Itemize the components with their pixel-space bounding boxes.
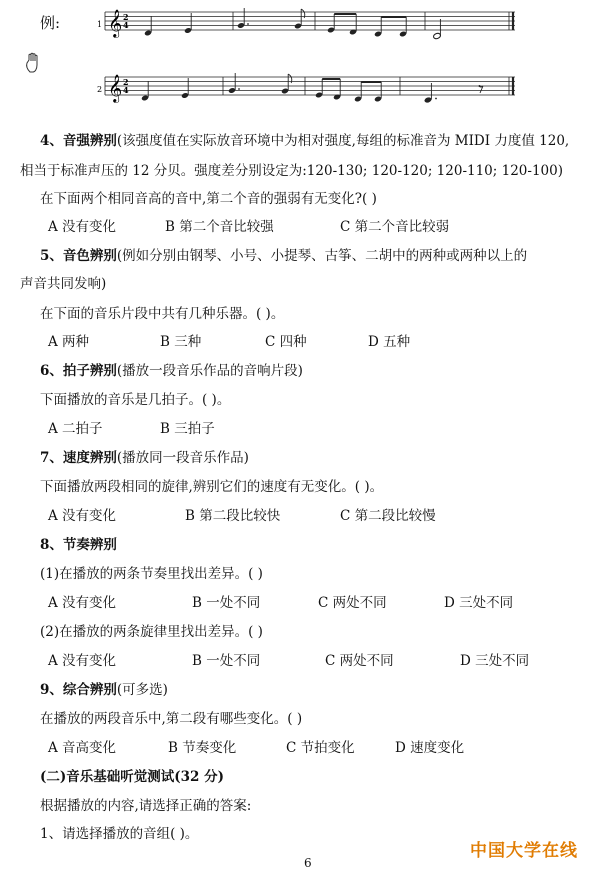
q8-sub2-option-b[interactable]: B 一处不同 — [192, 653, 261, 669]
svg-text:4: 4 — [123, 20, 129, 30]
q7-option-a[interactable]: A 没有变化 — [48, 508, 117, 524]
q8-sub2-option-c[interactable]: C 两处不同 — [325, 653, 394, 669]
svg-text:4: 4 — [123, 85, 129, 95]
q5-option-b[interactable]: B 三种 — [160, 334, 202, 350]
q4-desc-cont: 相当于标准声压的 12 分贝。强度差分别设定为:120-130; 120-120; 120-110; 120-100) — [20, 163, 563, 179]
treble-clef-icon: 𝄞 — [108, 74, 123, 102]
treble-clef-icon: 𝄞 — [108, 9, 123, 37]
q5-option-a[interactable]: A 两种 — [48, 334, 90, 350]
q9-option-d[interactable]: D 速度变化 — [395, 740, 465, 756]
q6-heading-line — [40, 359, 303, 379]
site-logo-text: 中国大学在线 — [470, 841, 578, 861]
q8-sub2: (2)在播放的两条旋律里找出差异。( ) — [40, 624, 263, 640]
q4-option-a[interactable]: A 没有变化 — [48, 219, 117, 235]
q7-option-b[interactable]: B 第二段比较快 — [185, 508, 281, 524]
q5-question: 在下面的音乐片段中共有几种乐器。( )。 — [40, 306, 285, 322]
section2-instruction: 根据播放的内容,请选择正确的答案: — [40, 798, 252, 814]
q8-sub1-option-c[interactable]: C 两处不同 — [318, 595, 387, 611]
q6-option-b[interactable]: B 三拍子 — [160, 421, 215, 437]
q5-desc-cont: 声音共同发响) — [20, 276, 107, 292]
q4-desc: (该强度值在实际放音环境中为相对强度,每组的标准音为 MIDI 力度值 120, — [116, 133, 570, 149]
section2-q1: 1、请选择播放的音组( )。 — [40, 826, 199, 842]
staff-1 — [97, 8, 515, 40]
q5-desc: (例如分别由钢琴、小号、小提琴、古筝、二胡中的两种或两种以上的 — [116, 248, 528, 264]
q4-heading-line — [40, 129, 569, 149]
staff-number-1: 1 — [97, 20, 103, 29]
q6-question: 下面播放的音乐是几拍子。( )。 — [40, 392, 231, 408]
q8-sub1-option-a[interactable]: A 没有变化 — [48, 595, 117, 611]
page-number: 6 — [304, 856, 312, 870]
q4-option-b[interactable]: B 第二个音比较强 — [165, 219, 274, 235]
q9-desc: (可多选) — [116, 682, 168, 698]
q5-option-d[interactable]: D 五种 — [368, 334, 411, 350]
q4-question: 在下面两个相同音高的音中,第二个音的强弱有无变化?( ) — [40, 191, 377, 207]
q4-title: 4、音强辨别 — [40, 133, 117, 149]
q9-option-a[interactable]: A 音高变化 — [48, 740, 117, 756]
music-score — [95, 0, 520, 118]
q7-option-c[interactable]: C 第二段比较慢 — [340, 508, 436, 524]
q6-option-a[interactable]: A 二拍子 — [48, 421, 103, 437]
q9-question: 在播放的两段音乐中,第二段有哪些变化。( ) — [40, 711, 303, 727]
q9-heading-line — [40, 678, 168, 698]
q7-title: 7、速度辨别 — [40, 450, 117, 466]
q9-title: 9、综合辨别 — [40, 682, 117, 698]
q8-sub2-option-a[interactable]: A 没有变化 — [48, 653, 117, 669]
q9-option-b[interactable]: B 节奏变化 — [168, 740, 237, 756]
q8-title: 8、节奏辨别 — [40, 537, 117, 553]
q4-option-c[interactable]: C 第二个音比较弱 — [340, 219, 450, 235]
q8-sub1-option-d[interactable]: D 三处不同 — [444, 595, 514, 611]
svg-text:2: 2 — [123, 12, 129, 22]
q6-title: 6、拍子辨别 — [40, 363, 117, 379]
example-label: 例: — [40, 14, 61, 32]
q7-desc: (播放同一段音乐作品) — [116, 450, 249, 466]
q5-heading-line — [40, 244, 527, 264]
q8-sub1: (1)在播放的两条节奏里找出差异。( ) — [40, 566, 263, 582]
q8-sub1-option-b[interactable]: B 一处不同 — [192, 595, 261, 611]
staff-number-2: 2 — [97, 85, 103, 94]
staff-2 — [97, 73, 515, 104]
section2-title: (二)音乐基础听觉测试(32 分) — [40, 769, 225, 785]
q5-title: 5、音色辨别 — [40, 248, 117, 264]
q7-heading-line — [40, 446, 249, 466]
q6-desc: (播放一段音乐作品的音响片段) — [116, 363, 303, 379]
q5-option-c[interactable]: C 四种 — [265, 334, 307, 350]
q9-option-c[interactable]: C 节拍变化 — [286, 740, 355, 756]
svg-text:2: 2 — [123, 77, 129, 87]
q8-sub2-option-d[interactable]: D 三处不同 — [460, 653, 530, 669]
hand-pointer-icon — [24, 52, 44, 79]
q7-question: 下面播放两段相同的旋律,辨别它们的速度有无变化。( )。 — [40, 479, 384, 495]
